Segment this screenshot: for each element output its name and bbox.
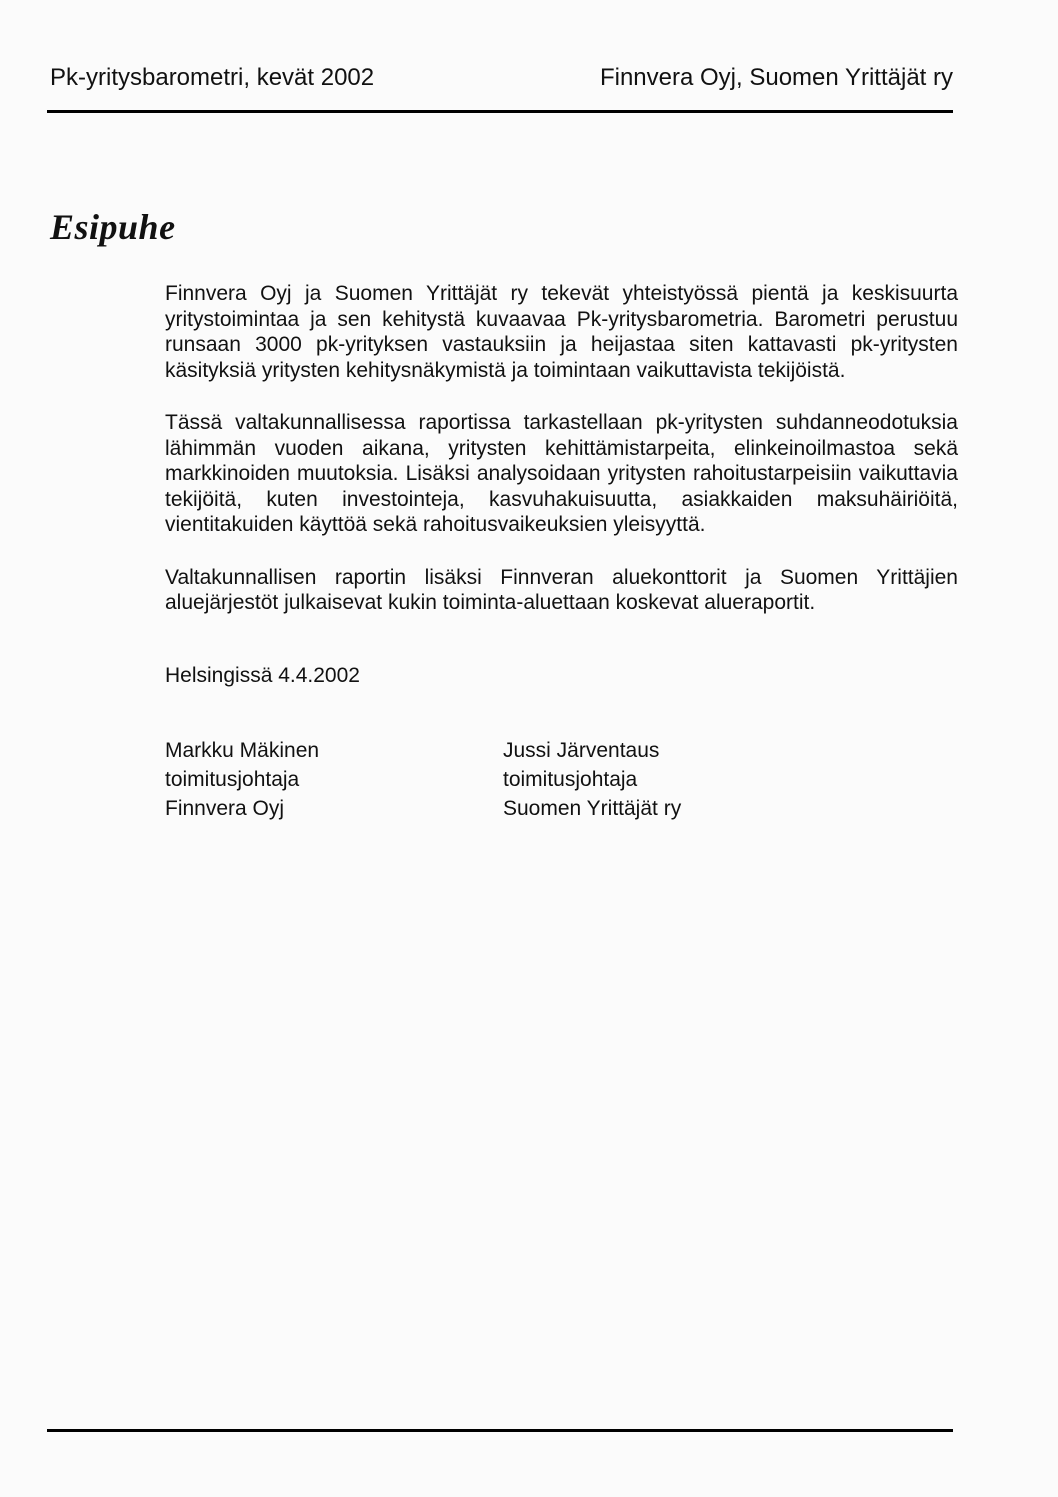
page-header (50, 64, 953, 92)
signer-name: Jussi Järventaus (503, 739, 660, 762)
header-right-text: Finnvera Oyj, Suomen Yrittäjät ry (599, 64, 953, 91)
signer-organization: Finnvera Oyj (165, 797, 285, 820)
signer-name: Markku Mäkinen (165, 739, 320, 762)
signer-role: toimitusjohtaja (503, 768, 638, 791)
signature-row (165, 736, 958, 823)
signer-role: toimitusjohtaja (165, 768, 300, 791)
signature-block-finnvera (165, 736, 503, 823)
signature-block-suomen-yrittajat (503, 736, 958, 823)
header-rule (47, 110, 953, 113)
footer-rule (47, 1429, 953, 1432)
paragraph-intro: Finnvera Oyj ja Suomen Yrittäjät ry tekevät yhteistyössä pientä ja keskisuurta yritystoimintaa ja sen kehitystä kuvaavaa Pk-yritysbarometria. Barometri perustuu runsaan 3000 pk-yrityksen vastauksiin ja heijastaa siten kattavasti pk-yritysten käsityksiä yritysten kehitysnäkymistä ja toimintaan vaikuttavista tekijöistä. (165, 282, 958, 382)
dateline: Helsingissä 4.4.2002 (165, 663, 360, 687)
page-title: Esipuhe (50, 207, 176, 248)
paragraph-report-scope: Tässä valtakunnallisessa raportissa tarkastellaan pk-yritysten suhdanneodotuksia lähimmän vuoden aikana, yritysten kehittämistarpeita, elinkeinoilmastoa sekä markkinoiden muutoksia. Lisäksi analysoidaan yritysten rahoitustarpeisiin vaikuttavia tekijöitä, kuten investointeja, kasvuhakuisuutta, asiakkaiden maksuhäiriöitä, vientitakuiden käyttöä sekä rahoitusvaikeuksien yleisyyttä. (165, 411, 958, 536)
header-left-text: Pk-yritysbarometri, kevät 2002 (50, 64, 375, 91)
document-body (165, 281, 958, 823)
signer-organization: Suomen Yrittäjät ry (503, 797, 682, 820)
paragraph-regional-reports: Valtakunnallisen raportin lisäksi Finnveran aluekonttorit ja Suomen Yrittäjien aluejärjestöt julkaisevat kukin toiminta-aluettaan koskevat alueraportit. (165, 565, 958, 614)
